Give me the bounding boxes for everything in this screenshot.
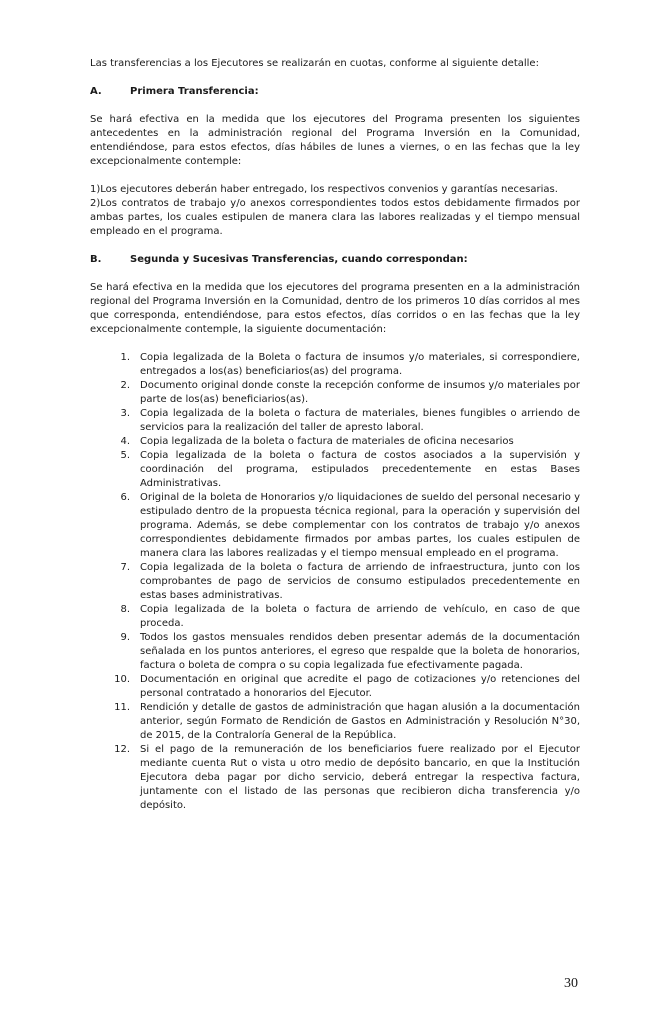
list-item-text: Copia legalizada de la Boleta o factura de insumos y/o materiales, si correspondiere, entregados a los(as) beneficiarios(as) del programa. <box>140 352 580 377</box>
list-item <box>90 197 580 239</box>
list-item-number: 3. <box>120 408 130 419</box>
list-item-number: 7. <box>120 562 130 573</box>
list-item <box>90 449 580 491</box>
list-item <box>90 673 580 701</box>
section-a-paragraph: Se hará efectiva en la medida que los ejecutores del Programa presenten los siguientes antecedentes en la administración regional del Programa Inversión en la Comunidad, entendiéndose, para estos efectos, días hábiles de lunes a viernes, o en las fechas que la ley excepcionalmente contemple: <box>90 114 580 167</box>
section-b-letter: B. <box>90 254 102 265</box>
section-b-paragraph: Se hará efectiva en la medida que los ejecutores del programa presenten en a la administración regional del Programa Inversión en la Comunidad, dentro de los primeros 10 días corridos al mes que corresponda, entendiéndose, para estos efectos, días corridos o en las fechas que la ley excepcionalmente contemple, la siguiente documentación: <box>90 282 580 335</box>
list-item-text: Copia legalizada de la boleta o factura de arriendo de vehículo, en caso de que proceda. <box>140 604 580 629</box>
list-item <box>90 743 580 813</box>
list-item-number: 1) <box>90 184 101 195</box>
list-item-number: 6. <box>120 492 130 503</box>
list-item-text: Si el pago de la remuneración de los beneficiarios fuere realizado por el Ejecutor mediante cuenta Rut o vista u otro medio de depósito bancario, en que la Institución Ejecutora deba pagar por dicho servicio, deberá entregar la respectiva factura, juntamente con el listado de las personas que recibieron dicha transferencia y/o depósito. <box>140 744 580 811</box>
list-item-number: 10. <box>114 674 130 685</box>
list-item-text: Todos los gastos mensuales rendidos deben presentar además de la documentación señalada en los puntos anteriores, el egreso que respalde que la boleta de honorarios, factura o boleta de compra o su copia legalizada fue efectivamente pagada. <box>140 632 580 671</box>
section-b-list <box>90 351 580 813</box>
section-a-heading <box>90 85 580 99</box>
section-a-title: Primera Transferencia: <box>130 86 259 97</box>
list-item <box>90 183 580 197</box>
list-item <box>90 435 580 449</box>
list-item <box>90 379 580 407</box>
section-a-letter: A. <box>90 86 102 97</box>
list-item <box>90 561 580 603</box>
list-item-text: Copia legalizada de la boleta o factura de materiales de oficina necesarios <box>140 436 514 447</box>
list-item-number: 8. <box>120 604 130 615</box>
list-item-number: 5. <box>120 450 130 461</box>
list-item-text: Los contratos de trabajo y/o anexos correspondientes todos estos debidamente firmados por ambas partes, los cuales estipulen de manera clara las labores realizadas y el tiempo mensual empleado en el programa. <box>90 198 580 237</box>
list-item-text: Copia legalizada de la boleta o factura de arriendo de infraestructura, junto con los comprobantes de pago de servicios de consumo estipulados precedentemente en estas bases administrativas. <box>140 562 580 601</box>
intro-paragraph: Las transferencias a los Ejecutores se realizarán en cuotas, conforme al siguiente detalle: <box>90 58 539 69</box>
list-item-text: Los ejecutores deberán haber entregado, los respectivos convenios y garantías necesarias. <box>100 184 558 195</box>
list-item <box>90 603 580 631</box>
list-item-text: Documentación en original que acredite el pago de cotizaciones y/o retenciones del personal contratado a honorarios del Ejecutor. <box>140 674 580 699</box>
list-item-number: 9. <box>120 632 130 643</box>
document-page <box>90 57 580 813</box>
list-item <box>90 631 580 673</box>
list-item-number: 2) <box>90 198 101 209</box>
list-item-text: Copia legalizada de la boleta o factura de costos asociados a la supervisión y coordinación del programa, estipulados precedentemente en estas Bases Administrativas. <box>140 450 580 489</box>
list-item <box>90 407 580 435</box>
page-number: 30 <box>564 976 578 991</box>
list-item-text: Original de la boleta de Honorarios y/o liquidaciones de sueldo del personal necesario y estipulado dentro de la propuesta técnica regional, para la operación y supervisión del programa. Además, se debe complementar con los contratos de trabajo y/o anexos correspondientes debidamente firmados por ambas partes, los cuales estipulen de manera clara las labores realizadas y el tiempo mensual empleado en el programa. <box>140 492 580 559</box>
list-item-text: Copia legalizada de la boleta o factura de materiales, bienes fungibles o arriendo de servicios para la realización del taller de apresto laboral. <box>140 408 580 433</box>
section-b-heading <box>90 253 580 267</box>
list-item-number: 12. <box>114 744 130 755</box>
list-item <box>90 491 580 561</box>
list-item <box>90 701 580 743</box>
list-item-text: Rendición y detalle de gastos de administración que hagan alusión a la documentación anterior, según Formato de Rendición de Gastos en Administración y Resolución N°30, de 2015, de la Contraloría General de la República. <box>140 702 580 741</box>
section-b-title: Segunda y Sucesivas Transferencias, cuando correspondan: <box>130 254 468 265</box>
list-item-number: 2. <box>120 380 130 391</box>
list-item-text: Documento original donde conste la recepción conforme de insumos y/o materiales por parte de los(as) beneficiarios(as). <box>140 380 580 405</box>
list-item-number: 1. <box>120 352 130 363</box>
section-a-list <box>90 183 580 239</box>
list-item-number: 11. <box>114 702 130 713</box>
list-item-number: 4. <box>120 436 130 447</box>
list-item <box>90 351 580 379</box>
